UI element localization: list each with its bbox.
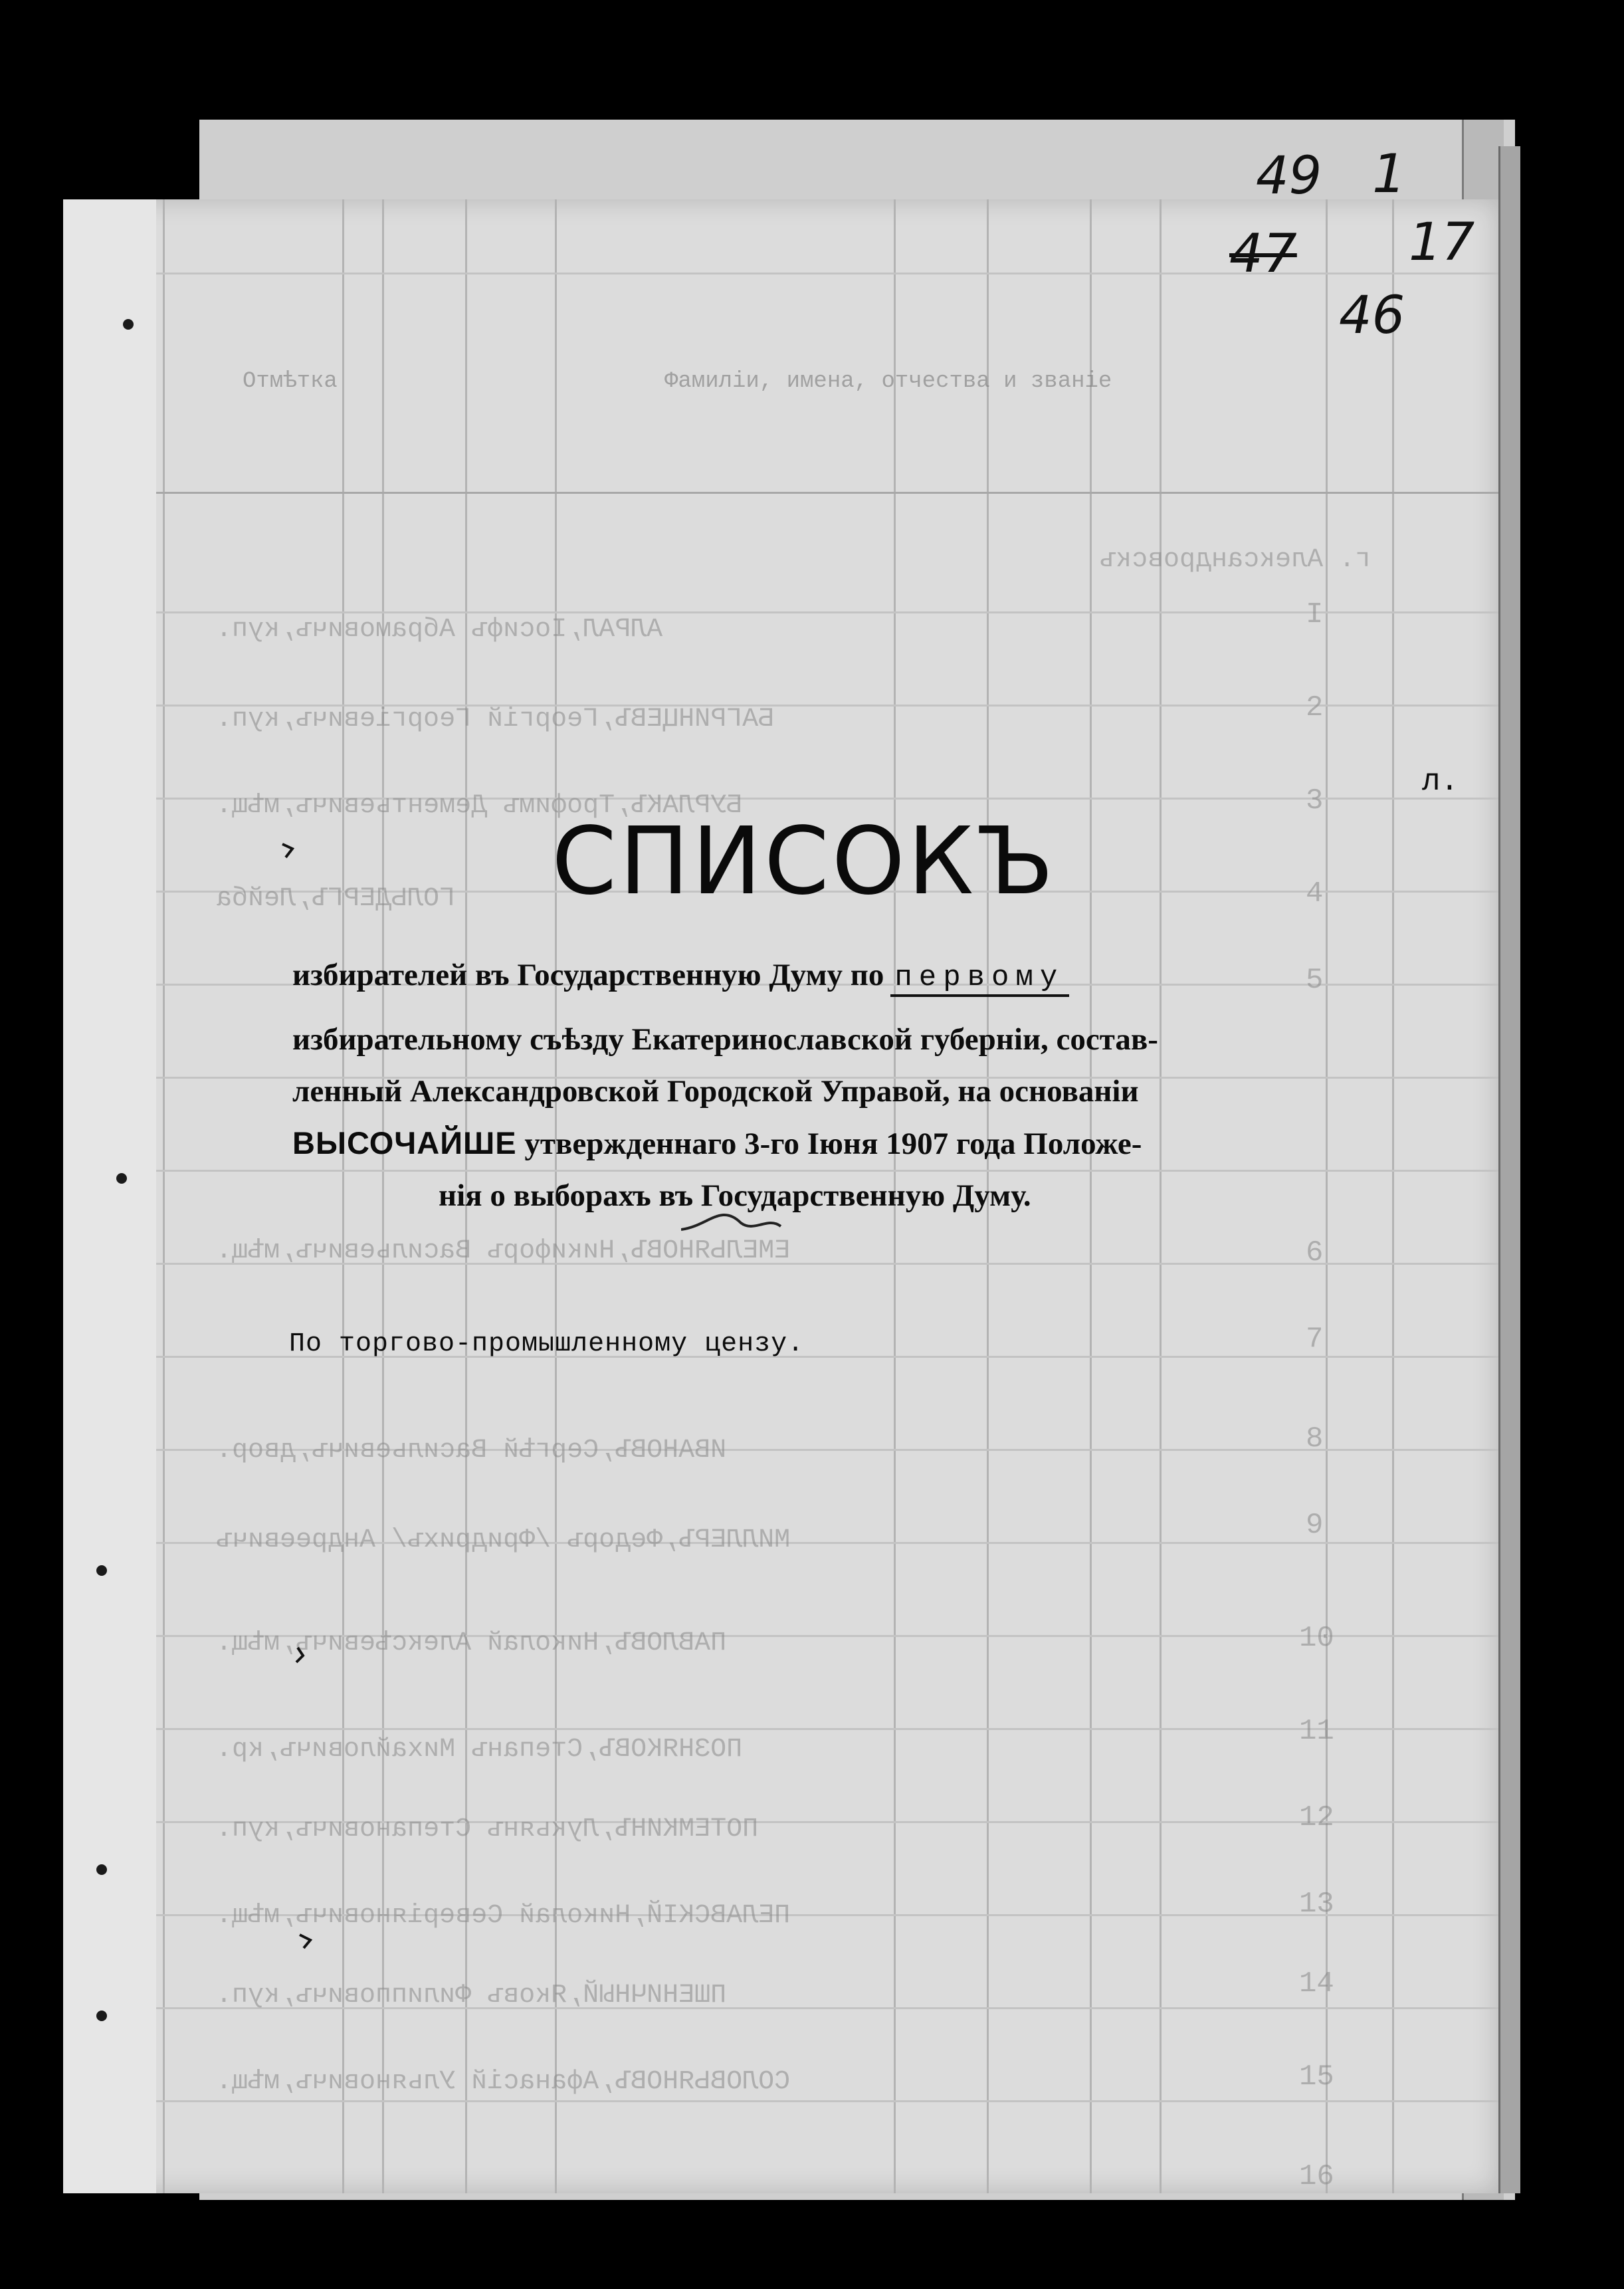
body-line: нія о выборахъ въ Государственную Думу. — [439, 1178, 1031, 1213]
body-line: ленный Александровской Городской Управой, на основаніи — [292, 1074, 1139, 1109]
document-page: Фамиліи, имена, отчества и званіе Отмѣтка г. Александровскъ АЛРАЛ,Іосифъ Абрамовичъ,куп. БАГРИНЦЕВЪ,Георгій Георгіевичъ,куп. БУРЛАКЪ,Трофимъ Дементьевичъ,мѣщ. ГОЛЬДЕРГЪ,Лейба ЕМЕЛЬЯНОВЪ,Никифоръ Васильевичъ,мѣщ. ИВАНОВЪ,Сергѣй Васильевичъ,двор. МИЛЛЕРЪ,Федоръ /Фридрихъ/ Андреевичъ ПАВЛОВЪ,Николай Алексѣевичъ,мѣщ. ПОЗНЯКОВЪ,Степанъ Михайловичъ,кр. ПОТЕМКИНЪ,Лукьянъ Степановичъ,куп. ПЕЛАВСКІЙ,Николай Северіяновичъ,мѣщ. ПШЕНИЧНЫЙ,Яковъ Филипповичъ,куп. СОЛОВЬЯНОВЪ,Афанасій Ульяновичъ,мѣщ. I 2 3 4 5 6 7 8 9 10 11 12 13 14 15 16 — [63, 199, 1498, 2193]
ink-mark — [296, 1931, 316, 1951]
trailing-mark: л. — [1422, 764, 1459, 799]
ghost-header-right: Отмѣтка — [243, 369, 338, 394]
ghost-header: Фамиліи, имена, отчества и званіе — [664, 369, 1112, 394]
binding-hole — [123, 319, 134, 330]
ghost-city: г. Александровскъ — [1100, 545, 1371, 575]
page-margin — [63, 199, 156, 2193]
folio-number-crossed: 47 — [1229, 223, 1297, 284]
intro-line — [292, 957, 1069, 997]
body-line: избирательному съѣзду Екатеринославской губерніи, состав- — [292, 1022, 1158, 1057]
filled-field: первому — [890, 961, 1069, 997]
binding-hole — [96, 1864, 107, 1875]
folio-number-top-left: 49 — [1256, 146, 1322, 206]
intro-prefix: избирателей въ Государственную Думу по — [292, 958, 884, 992]
binding-hole — [116, 1173, 127, 1184]
body-line: ВЫСОЧАЙШЕ утвержденнаго 3-го Іюня 1907 года Положе- — [292, 1125, 1142, 1161]
folio-number-lower: 46 — [1339, 286, 1405, 346]
back-sheet-edge-2 — [1498, 146, 1520, 2193]
document-title: СПИСОКЪ — [552, 808, 1057, 916]
census-label: По торгово-промышленному цензу. — [289, 1329, 805, 1359]
ink-stamp-mark — [681, 1190, 1199, 1236]
ink-mark — [292, 1645, 312, 1665]
ink-mark — [279, 841, 299, 861]
binding-hole — [96, 1565, 107, 1576]
folio-number-top-right: 1 — [1372, 143, 1406, 205]
emphasis-word: ВЫСОЧАЙШЕ — [292, 1125, 517, 1160]
binding-hole — [96, 2011, 107, 2021]
folio-number-right: 17 — [1409, 213, 1475, 272]
